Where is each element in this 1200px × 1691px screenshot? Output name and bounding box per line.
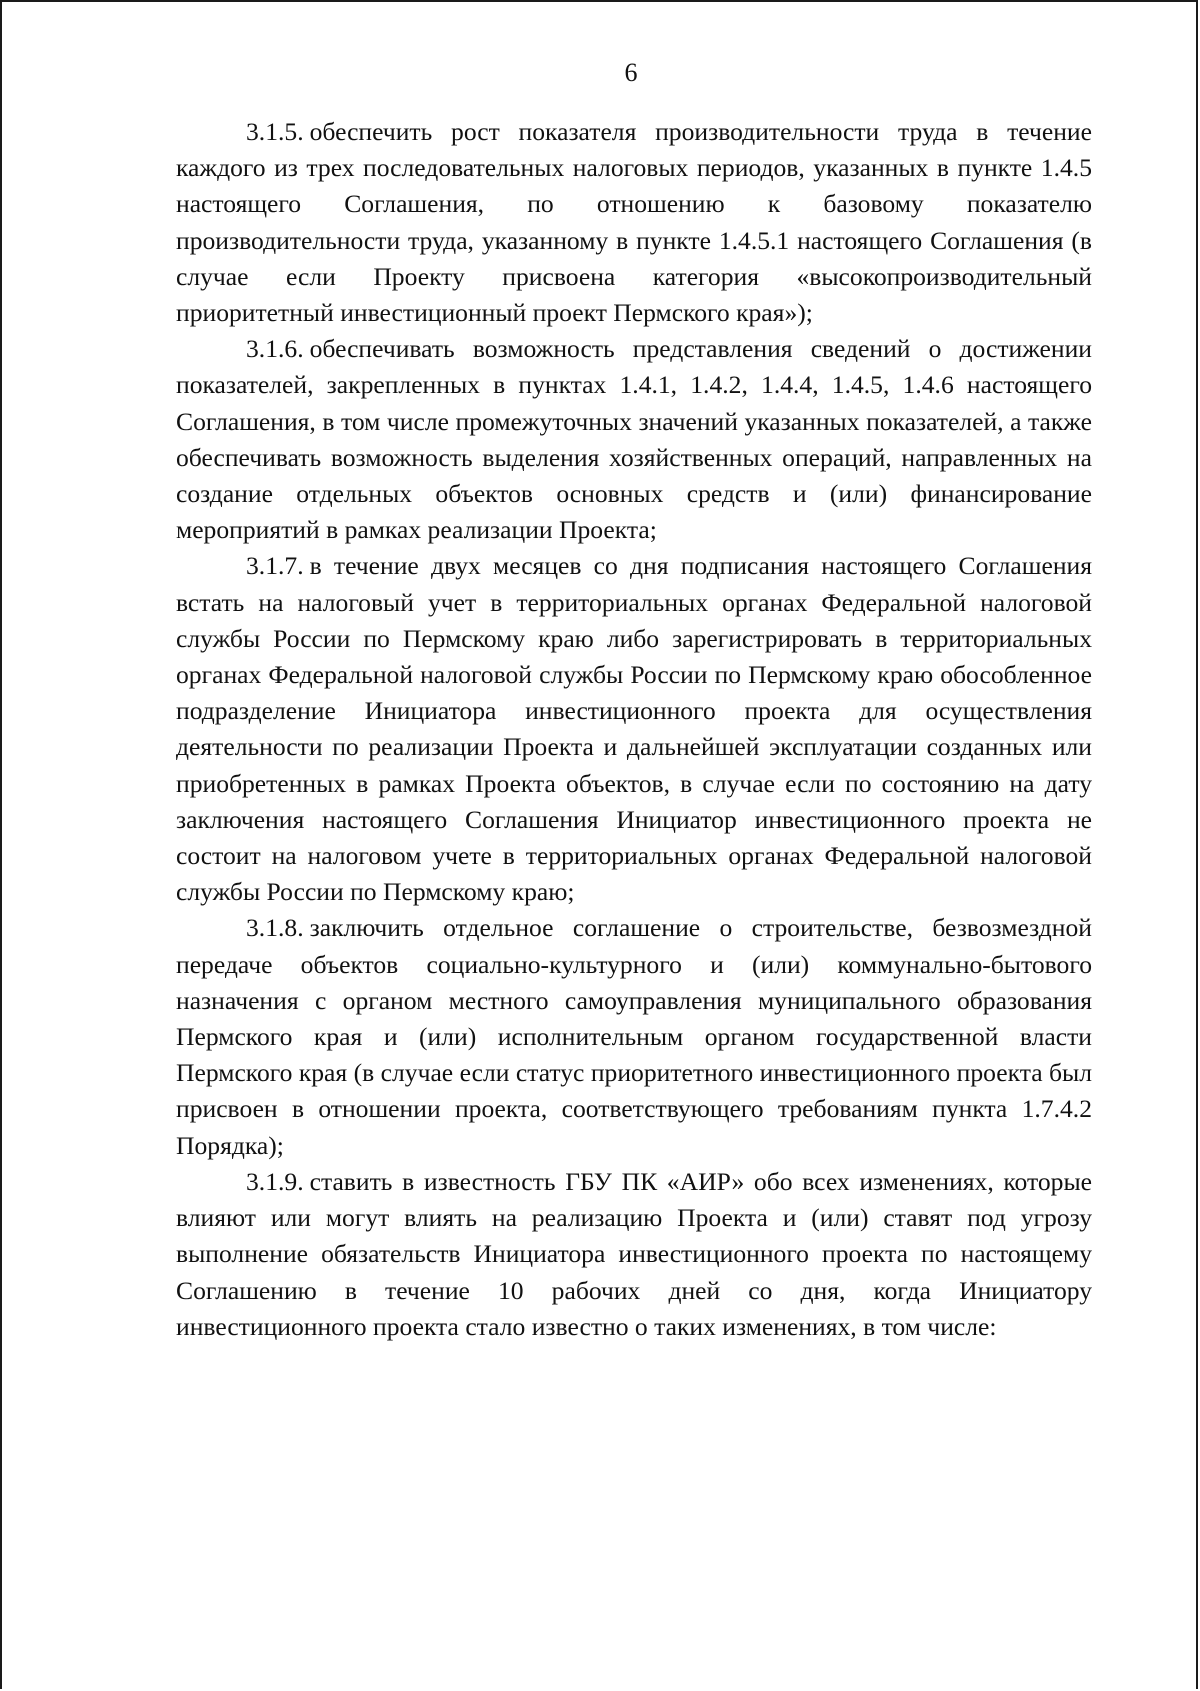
clause-text: обеспечивать возможность представления сведений о достижении показателей, закрепленных в пунктах 1.4.1, 1.4.2, 1.4.4, 1.4.5, 1.4.6 настоящего Соглашения, в том числе промежуточных значений указанных показателей, а также обеспечивать возможность выделения хозяйственных операций, направленных на создание отдельных объектов основных средств и (или) финансирование мероприятий в рамках реализации Проекта;	[176, 334, 1092, 545]
clause-3-1-6	[176, 331, 1092, 548]
document-body	[176, 114, 1092, 1345]
clause-3-1-9	[176, 1164, 1092, 1345]
clause-number: 3.1.5.	[246, 117, 304, 146]
clause-3-1-7	[176, 548, 1092, 910]
clause-text: ставить в известность ГБУ ПК «АИР» обо всех изменениях, которые влияют или могут влиять на реализацию Проекта и (или) ставят под угрозу выполнение обязательств Инициатора инвестиционного проекта по настоящему Соглашению в течение 10 рабочих дней со дня, когда Инициатору инвестиционного проекта стало известно о таких изменениях, в том числе:	[176, 1166, 1092, 1341]
clause-number: 3.1.8.	[246, 913, 304, 943]
clause-text: в течение двух месяцев со дня подписания настоящего Соглашения встать на налоговый учет в территориальных органах Федеральной налоговой службы России по Пермскому краю либо зарегистрировать в территориальных органах Федеральной налоговой службы России по Пермскому краю обособленное подразделение Инициатора инвестиционного проекта для осуществления деятельности по реализации Проекта и дальнейшей эксплуатации созданных или приобретенных в рамках Проекта объектов, в случае если по состоянию на дату заключения настоящего Соглашения Инициатор инвестиционного проекта не состоит на налоговом учете в территориальных органах Федеральной налоговой службы России по Пермскому краю;	[176, 551, 1092, 907]
clause-text: заключить отдельное соглашение о строительстве, безвозмездной передаче объектов социально-культурного и (или) коммунально-бытового назначения с органом местного самоуправления муниципального образования Пермского края и (или) исполнительным органом государственной власти Пермского края (в случае если статус приоритетного инвестиционного проекта был присвоен в отношении проекта, соответствующего требованиям пункта 1.7.4.2 Порядка);	[176, 913, 1092, 1160]
clause-3-1-5	[176, 114, 1092, 331]
clause-number: 3.1.9.	[246, 1166, 304, 1196]
clause-3-1-8	[176, 910, 1092, 1163]
clause-number: 3.1.7.	[246, 551, 304, 581]
clause-text: обеспечить рост показателя производительности труда в течение каждого из трех последовательных налоговых периодов, указанных в пункте 1.4.5 настоящего Соглашения, по отношению к базовому показателю производительности труда, указанному в пункте 1.4.5.1 настоящего Соглашения (в случае если Проекту присвоена категория «высокопроизводительный приоритетный инвестиционный проект Пермского края»);	[176, 117, 1092, 328]
page-number: 6	[624, 58, 638, 87]
clause-number: 3.1.6.	[246, 334, 304, 364]
